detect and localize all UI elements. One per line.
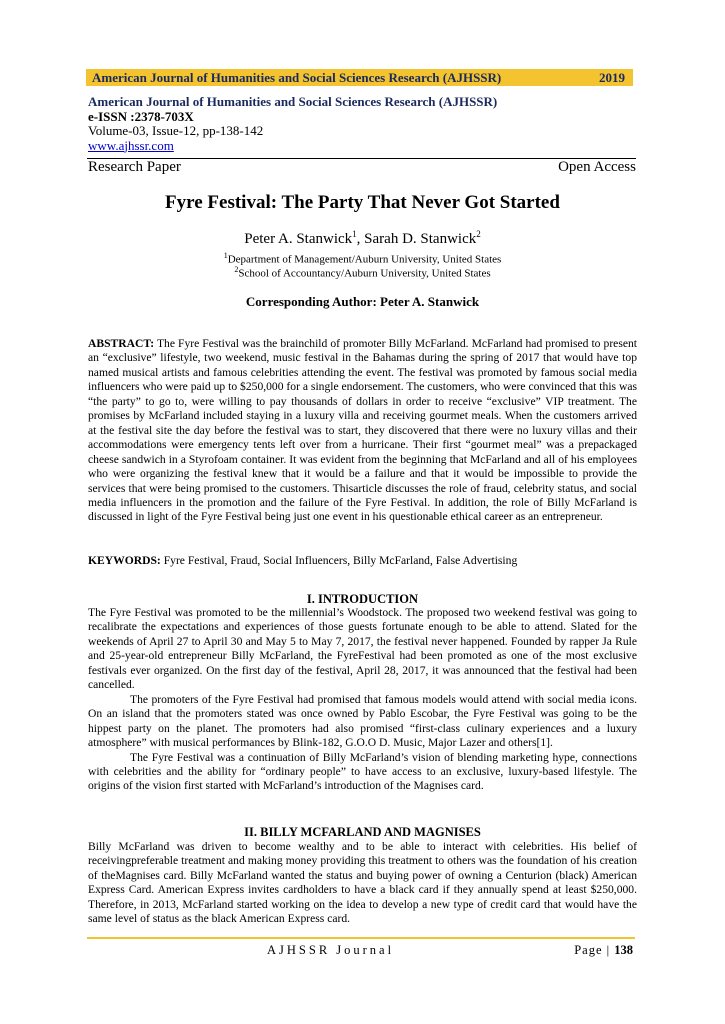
paper-type: Research Paper — [88, 159, 181, 175]
footer-page-label: Page | — [574, 943, 615, 957]
abstract-label: ABSTRACT: — [88, 337, 155, 350]
intro-paragraph: The Fyre Festival was promoted to be the millennial’s Woodstock. The proposed two weekend festival was going to recalibrate the expectations and experiences of those guests fortunate enough to be able to attend. Slated for the weekends of April 27 to April 30 and May 5 to May 7, 2017, the festival never happened. Founded by rapper Ja Rule and 25-year-old entrepreneur Billy McFarland, the FyreFestival had been promoted as one of the most exclusive festivals ever organized. On the first day of the festival, April 28, 2017, it was announced that the festival had been cancelled. — [88, 606, 637, 692]
intro-paragraph: The Fyre Festival was a continuation of Billy McFarland’s vision of blending marketing hype, connections with celebrities and the ability for “ordinary people” to have access to an exclusive, luxury-based lifestyle. The origins of the vision first started with McFarland’s introduction of the Magnises card. — [88, 750, 637, 793]
access-type: Open Access — [558, 159, 636, 175]
author-1-sup: 1 — [352, 229, 357, 239]
authors — [0, 229, 725, 248]
issn: e-ISSN :2378-703X — [88, 108, 194, 124]
affiliation-1-sup: 1 — [223, 251, 228, 260]
affiliation-2 — [0, 265, 725, 280]
abstract — [88, 337, 637, 525]
author-separator: , — [356, 231, 365, 247]
author-1: Peter A. Stanwick — [244, 231, 353, 247]
author-2-sup: 2 — [476, 229, 481, 239]
paper-type-bar — [87, 158, 636, 177]
journal-meta — [88, 95, 497, 153]
journal-title: American Journal of Humanities and Social Sciences Research (AJHSSR) — [88, 94, 498, 109]
footer-page — [574, 943, 633, 958]
journal-url-link[interactable]: www.ajhssr.com — [88, 137, 174, 153]
introduction-body — [88, 606, 637, 794]
volume-info: Volume-03, Issue-12, pp-138-142 — [88, 123, 264, 138]
affiliation-2-text: School of Accountancy/Auburn University, United States — [238, 267, 491, 280]
page-number: 138 — [614, 943, 633, 957]
banner-year: 2019 — [599, 70, 625, 85]
affiliation-1-text: Department of Management/Auburn University, United States — [227, 253, 502, 266]
corresponding-author: Corresponding Author: Peter A. Stanwick — [245, 294, 480, 309]
section-heading-introduction: I. INTRODUCTION — [306, 592, 419, 606]
section-2-body — [88, 840, 637, 927]
affiliation-2-sup: 2 — [234, 265, 239, 274]
banner-journal-name: American Journal of Humanities and Social Sciences Research (AJHSSR) — [92, 70, 502, 85]
affiliation-1 — [0, 251, 725, 266]
footer-divider — [87, 937, 635, 939]
section-heading-billy-mcfarland: II. BILLY MCFARLAND AND MAGNISES — [244, 825, 481, 839]
article-title: Fyre Festival: The Party That Never Got Started — [165, 192, 560, 213]
keywords — [88, 554, 637, 568]
section-2-paragraph: Billy McFarland was driven to become wealthy and to be able to interact with celebrities. His belief of receivingpreferable treatment and making money providing this treatment to others was the foundation of his creation of theMagnises card. Billy McFarland wanted the status and buying power of owning a Centurion (black) American Express Card. American Express invites cardholders to have a black card if they annually spend at least $250,000. Therefore, in 2013, McFarland started working on the idea to develop a new type of credit card that would have the same level of status as the black American Express card. — [88, 840, 637, 926]
author-2: Sarah D. Stanwick — [364, 231, 477, 247]
keywords-label: KEYWORDS: — [88, 554, 161, 567]
footer-journal: AJHSSR Journal — [267, 943, 395, 957]
keywords-text: Fyre Festival, Fraud, Social Influencers, Billy McFarland, False Advertising — [160, 554, 518, 567]
intro-paragraph: The promoters of the Fyre Festival had promised that famous models would attend with social media icons. On an island that the promoters stated was once owned by Pablo Escobar, the Fyre Festival was going to be the hippest party on the planet. The promoters had also promised “first-class culinary experiences and a luxury atmosphere” with musical performances by Blink-182, G.O.O D. Music, Major Lazer and others[1]. — [88, 692, 637, 750]
abstract-text: The Fyre Festival was the brainchild of promoter Billy McFarland. McFarland had promised to present an “exclusive” lifestyle, two weekend, music festival in the Bahamas during the spring of 2017 that would have top named musical artists and famous celebrities attending the event. The festival was promoted by famous social media influencers who were paid up to $250,000 for a single endorsement. The customers, who were convinced that this was “the party” to go to, were willing to pay thousands of dollars in order to receive “exclusive” VIP treatment. The promises by McFarland included staying in a luxury villa and receiving gourmet meals. When the customers arrived at the festival site the day before the festival was to start, they discovered that there were no luxury villas and their accommodations were emergency tents left over from a hurricane. Their first “gourmet meal” was a prepackaged cheese sandwich in a Styrofoam container. It was evident from the beginning that McFarland and all of his employees who were organizing the festival knew that it would be a failure and that it would be impossible to provide the services that were being promised to the customers. Thisarticle discusses the role of fraud, celebrity status, and social media influencers in the promotion and the failure of the Fyre Festival. In addition, the role of Billy McFarland is discussed in light of the Fyre Festival being just one event in his questionable ethical career as an entrepreneur. — [88, 337, 637, 524]
journal-banner — [86, 69, 633, 86]
